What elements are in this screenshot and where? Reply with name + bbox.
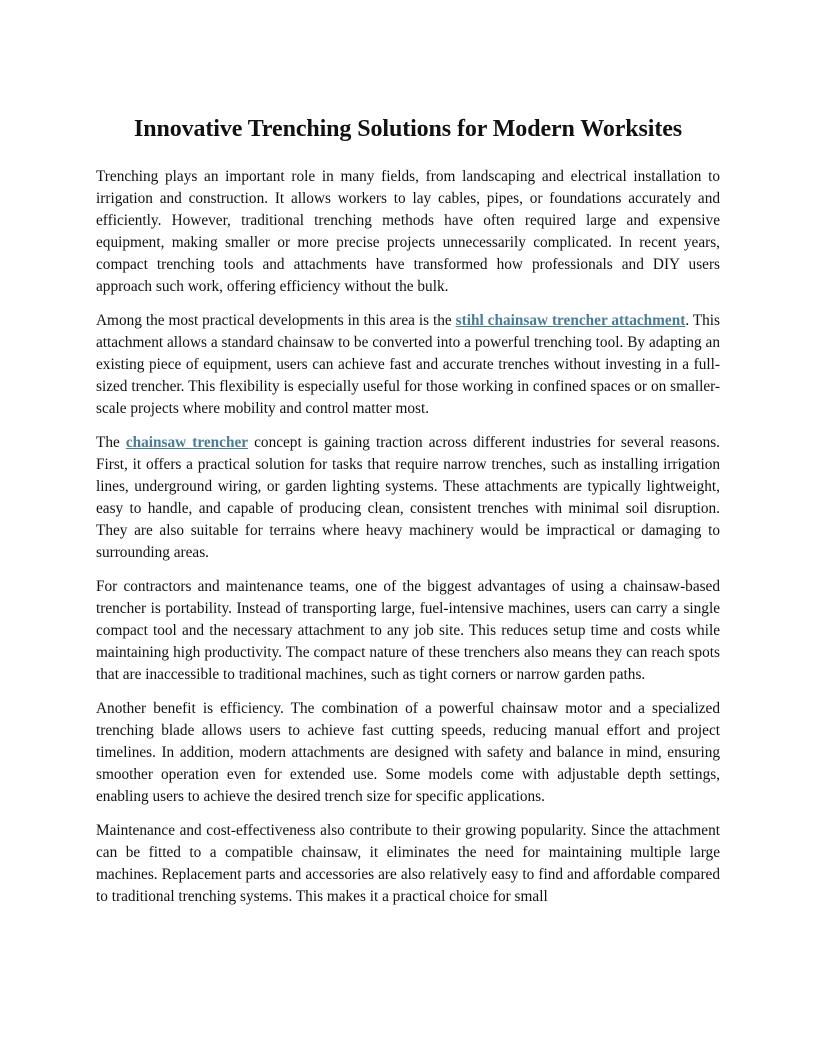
document-page	[96, 0, 720, 920]
paragraph-intro: Trenching plays an important role in many fields, from landscaping and electrical installation to irrigation and construction. It allows workers to lay cables, pipes, or foundations accurately and efficiently. However, traditional trenching methods have often required large and expensive equipment, making smaller or more precise projects unnecessarily complicated. In recent years, compact trenching tools and attachments have transformed how professionals and DIY users approach such work, offering efficiency without the bulk.	[96, 168, 720, 295]
paragraph-stihl-attachment	[96, 310, 720, 420]
paragraph-text-after-link: concept is gaining traction across different industries for several reasons. First, it offers a practical solution for tasks that require narrow trenches, such as installing irrigation lines, underground wiring, or garden lighting systems. These attachments are typically lightweight, easy to handle, and capable of producing clean, consistent trenches with minimal soil disruption. They are also suitable for terrains where heavy machinery would be impractical or damaging to surrounding areas.	[96, 434, 721, 561]
paragraph-chainsaw-trencher	[96, 432, 720, 564]
paragraph-text-before-link: Among the most practical developments in this area is the	[96, 312, 456, 329]
chainsaw-trencher-link[interactable]: chainsaw trencher	[125, 434, 249, 451]
paragraph-text-after-link: . This attachment allows a standard chainsaw to be converted into a powerful trenching tool. By adapting an existing piece of equipment, users can achieve fast and accurate trenches without investing in a full-sized trencher. This flexibility is especially useful for those working in confined spaces or on smaller-scale projects where mobility and control matter most.	[96, 312, 720, 417]
page-title: Innovative Trenching Solutions for Modern Worksites	[133, 116, 683, 142]
article-body	[96, 166, 720, 908]
paragraph-maintenance: Maintenance and cost-effectiveness also contribute to their growing popularity. Since the attachment can be fitted to a compatible chainsaw, it eliminates the need for maintaining multiple large machines. Replacement parts and accessories are also relatively easy to find and affordable compared to traditional trenching systems. This makes it a practical choice for small	[96, 822, 720, 905]
paragraph-efficiency: Another benefit is efficiency. The combination of a powerful chainsaw motor and a specialized trenching blade allows users to achieve fast cutting speeds, reducing manual effort and project timelines. In addition, modern attachments are designed with safety and balance in mind, ensuring smoother operation even for extended use. Some models come with adjustable depth settings, enabling users to achieve the desired trench size for specific applications.	[96, 700, 720, 805]
stihl-chainsaw-trencher-attachment-link[interactable]: stihl chainsaw trencher attachment	[455, 312, 686, 329]
paragraph-portability: For contractors and maintenance teams, one of the biggest advantages of using a chainsaw-based trencher is portability. Instead of transporting large, fuel-intensive machines, users can carry a single compact tool and the necessary attachment to any job site. This reduces setup time and costs while maintaining high productivity. The compact nature of these trenchers also means they can reach spots that are inaccessible to traditional machines, such as tight corners or narrow garden paths.	[96, 578, 720, 683]
paragraph-text-before-link: The	[96, 434, 126, 451]
